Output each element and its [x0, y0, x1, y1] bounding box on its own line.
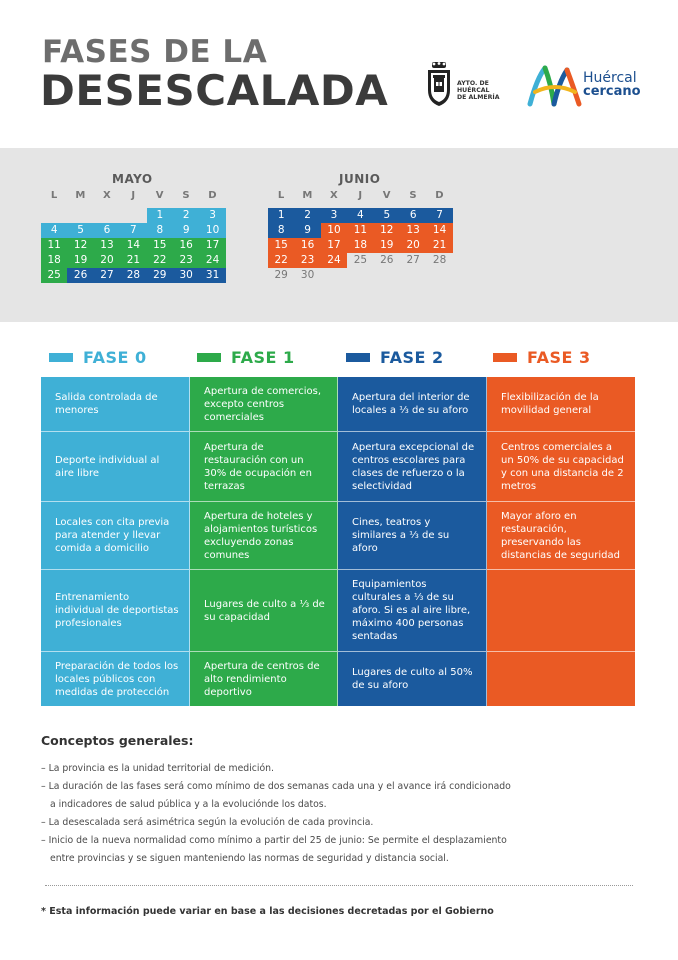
municipal-seal-icon — [424, 60, 454, 108]
calendar-day: 27 — [94, 268, 120, 283]
calendar-day: 25 — [41, 268, 67, 283]
calendar-day: 9 — [294, 223, 320, 238]
phase-cell: Preparación de todos los locales públicos con medidas de protección — [41, 652, 190, 706]
list-item: – La provincia es la unidad territorial de medición. — [41, 763, 275, 774]
legend-fase-1: FASE 1 — [197, 347, 295, 367]
calendar-day: 31 — [199, 268, 225, 283]
list-item: – La desescalada será asimétrica según la evolución de cada provincia. — [41, 817, 374, 828]
calendar-day: 20 — [400, 238, 426, 253]
calendar-day: 22 — [268, 253, 294, 268]
calendar-day: 18 — [347, 238, 373, 253]
phase-cell: Apertura de hoteles y alojamientos turísticos excluyendo zonas comunes — [190, 502, 338, 570]
weekday-label: S — [182, 190, 190, 201]
calendar-day: 28 — [432, 254, 447, 266]
calendar-day: 14 — [426, 223, 452, 238]
phase-cell: Apertura del interior de locales a ⅓ de su aforo — [338, 377, 487, 432]
calendar-day: 15 — [147, 238, 173, 253]
calendar-day: 19 — [67, 253, 93, 268]
calendar-day: 2 — [173, 208, 199, 223]
calendar-day: 11 — [41, 238, 67, 253]
calendar-day: 4 — [41, 223, 67, 238]
calendar-day: 10 — [199, 223, 225, 238]
calendar-day: 11 — [347, 223, 373, 238]
conceptos-list — [41, 760, 641, 868]
calendar-day: 16 — [294, 238, 320, 253]
calendar-day: 10 — [321, 223, 347, 238]
calendar-day: 27 — [406, 254, 420, 266]
calendar-day: 29 — [274, 269, 288, 281]
phase-cell: Apertura de comercios, excepto centros comerciales — [190, 377, 338, 432]
calendar-day: 26 — [67, 268, 93, 283]
calendar-day: 29 — [147, 268, 173, 283]
divider — [45, 885, 633, 886]
ayuntamiento-label: AYTO. DE HUÉRCAL DE ALMERÍA — [457, 80, 500, 101]
calendar-day: 21 — [426, 238, 452, 253]
calendar-day: 9 — [173, 223, 199, 238]
calendar-day: 13 — [400, 223, 426, 238]
calendar-day: 30 — [173, 268, 199, 283]
phase-cell: Entrenamiento individual de deportistas profesionales — [41, 570, 190, 652]
calendar-day: 17 — [199, 238, 225, 253]
weekday-label: L — [50, 190, 58, 201]
month-title-mayo: MAYO — [112, 172, 153, 186]
calendar-day: 6 — [94, 223, 120, 238]
calendar-day: 21 — [120, 253, 146, 268]
calendar-day: 24 — [321, 253, 347, 268]
phase-cell: Deporte individual al aire libre — [41, 432, 190, 502]
calendar-day: 19 — [374, 238, 400, 253]
calendar-day: 5 — [374, 208, 400, 223]
calendar-day: 18 — [41, 253, 67, 268]
weekday-label: D — [435, 190, 444, 201]
calendar-day: 23 — [173, 253, 199, 268]
header — [0, 0, 678, 148]
weekday-label: V — [155, 190, 164, 201]
phase-cell: Apertura excepcional de centros escolares para clases de refuerzo o la selectividad — [338, 432, 487, 502]
phase-cell: Lugares de culto al 50% de su aforo — [338, 652, 487, 706]
weekday-label: M — [75, 190, 86, 201]
brand-name: Huércal cercano — [583, 70, 641, 99]
phase-cell: Lugares de culto a ⅓ de su capacidad — [190, 570, 338, 652]
weekday-label: V — [382, 190, 391, 201]
calendar-day: 12 — [67, 238, 93, 253]
calendar-day: 22 — [147, 253, 173, 268]
weekday-label: J — [131, 190, 136, 201]
weekday-label: X — [329, 190, 338, 201]
calendar-day: 20 — [94, 253, 120, 268]
calendar-day: 15 — [268, 238, 294, 253]
calendar-day: 7 — [426, 208, 452, 223]
weekday-label: D — [208, 190, 217, 201]
calendar-day: 8 — [268, 223, 294, 238]
weekday-label: L — [277, 190, 285, 201]
legend-swatch — [346, 353, 370, 362]
phase-cell: Flexibilización de la movilidad general — [487, 377, 635, 432]
calendar-day: 26 — [380, 254, 394, 266]
huercal-cercano-logo-icon — [527, 64, 583, 108]
calendar-day: 5 — [67, 223, 93, 238]
list-item: a indicadores de salud pública y a la evoluciónde los datos. — [50, 799, 327, 810]
calendar-day: 12 — [374, 223, 400, 238]
month-title-junio: JUNIO — [339, 172, 381, 186]
phase-cell: Cines, teatros y similares a ⅓ de su aforo — [338, 502, 487, 570]
calendar-day: 6 — [400, 208, 426, 223]
calendar-day: 3 — [321, 208, 347, 223]
calendar-day: 1 — [147, 208, 173, 223]
legend-fase-3: FASE 3 — [493, 347, 591, 367]
calendar-day: 1 — [268, 208, 294, 223]
phases-table — [41, 377, 635, 706]
weekday-label: J — [358, 190, 363, 201]
calendar-day: 14 — [120, 238, 146, 253]
phase-cell: Locales con cita previa para atender y llevar comida a domicilio — [41, 502, 190, 570]
calendar-day: 25 — [353, 254, 368, 266]
list-item: – La duración de las fases será como mínimo de dos semanas cada una y el avance irá condicionado — [41, 781, 511, 792]
phase-cell: Salida controlada de menores — [41, 377, 190, 432]
weekday-label: M — [302, 190, 313, 201]
phase-cell: Apertura de restauración con un 30% de ocupación en terrazas — [190, 432, 338, 502]
legend-fase-0: FASE 0 — [49, 347, 147, 367]
calendar-day: 17 — [321, 238, 347, 253]
calendar-band — [0, 148, 678, 322]
phase-cell: Centros comerciales a un 50% de su capacidad y con una distancia de 2 metros — [487, 432, 635, 502]
list-item: entre provincias y se siguen manteniendo las normas de seguridad y distancia social. — [50, 853, 449, 864]
calendar-day: 8 — [147, 223, 173, 238]
calendar-day: 7 — [120, 223, 146, 238]
calendar-day: 30 — [300, 269, 315, 281]
weekday-label: X — [102, 190, 111, 201]
legend-fase-2: FASE 2 — [346, 347, 444, 367]
calendar-day: 28 — [120, 268, 146, 283]
calendar-day: 3 — [199, 208, 225, 223]
phase-cell: Equipamientos culturales a ⅓ de su aforo. Si es al aire libre, máximo 400 personas sentadas — [338, 570, 487, 652]
calendar-day: 24 — [199, 253, 225, 268]
conceptos-title: Conceptos generales: — [41, 733, 194, 748]
calendar-day: 13 — [94, 238, 120, 253]
calendar-day: 4 — [347, 208, 373, 223]
calendar-day: 16 — [173, 238, 199, 253]
title-line-2: DESESCALADA — [40, 66, 389, 115]
list-item: – Inicio de la nueva normalidad como mínimo a partir del 25 de junio: Se permite el desplazamiento — [41, 835, 507, 846]
title-line-1: FASES DE LA — [42, 34, 268, 70]
legend-swatch — [49, 353, 73, 362]
calendar-day: 23 — [294, 253, 320, 268]
calendar-day: 2 — [294, 208, 320, 223]
legend-swatch — [197, 353, 221, 362]
weekday-label: S — [409, 190, 417, 201]
phase-cell: Mayor aforo en restauración, preservando las distancias de seguridad — [487, 502, 635, 570]
phase-cell — [487, 652, 635, 706]
phase-cell — [487, 570, 635, 652]
legend-swatch — [493, 353, 517, 362]
phase-cell: Apertura de centros de alto rendimiento deportivo — [190, 652, 338, 706]
footnote: * Esta información puede variar en base a las decisiones decretadas por el Gobierno — [41, 906, 494, 917]
